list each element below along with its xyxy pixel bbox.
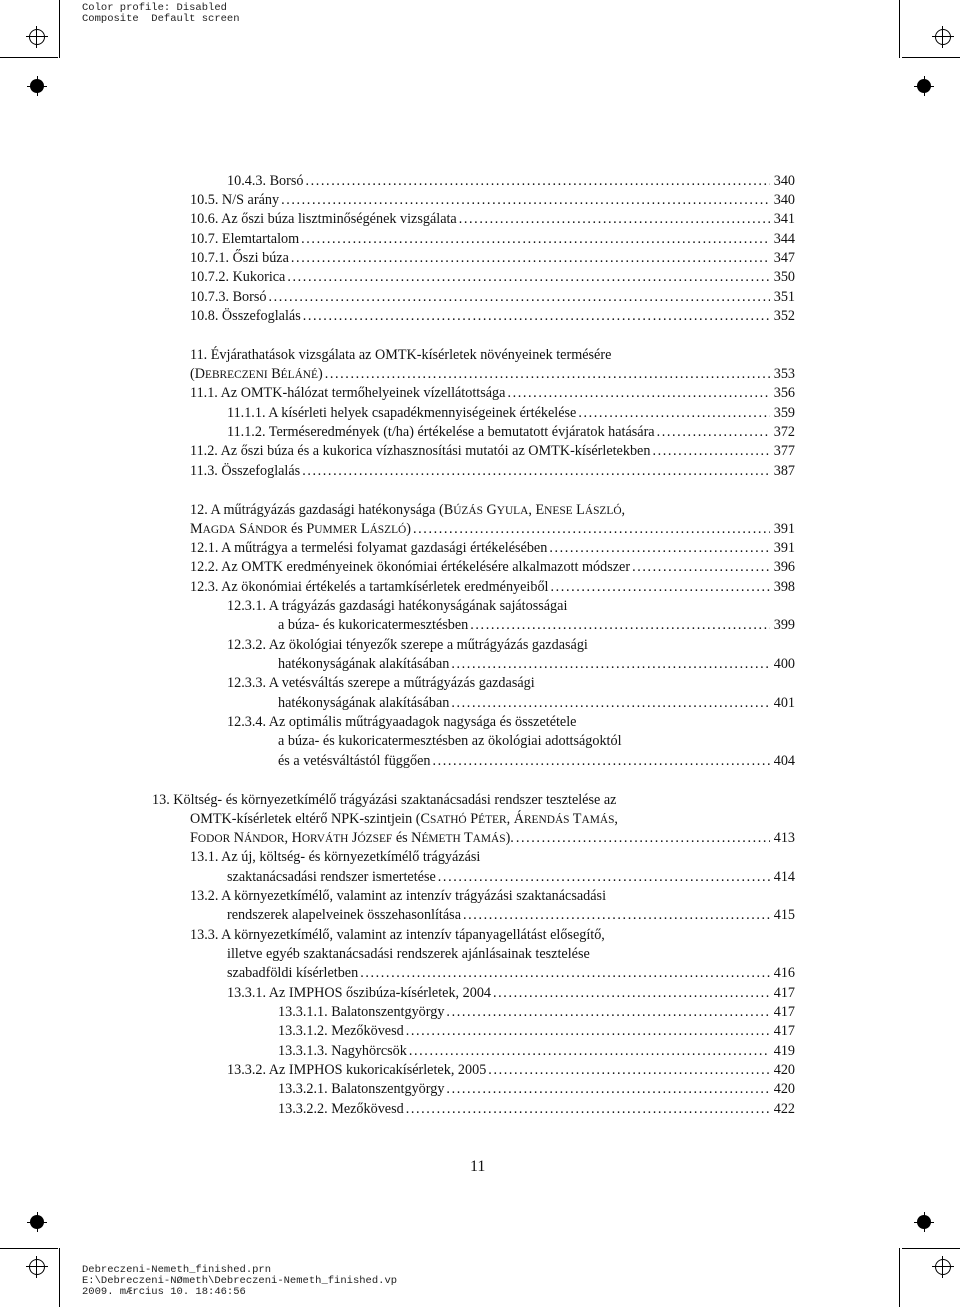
toc-entry — [190, 578, 795, 596]
toc-entry-title: 11.1.1. A kísérleti helyek csapadékmennyiségeinek értékelése — [227, 405, 577, 421]
registration-mark-icon — [26, 1256, 48, 1278]
toc-entry — [190, 462, 795, 480]
toc-entry-title: 13.3.2.2. Mezőkövesd — [278, 1101, 404, 1117]
toc-entry — [190, 365, 795, 383]
toc-entry-title: 10.7.1. Őszi búza — [190, 250, 289, 266]
toc-entry-page: 417 — [773, 1004, 795, 1020]
toc-entry — [278, 694, 795, 712]
toc-entry — [278, 1100, 795, 1118]
toc-entry — [227, 172, 795, 190]
toc-entry — [190, 230, 795, 248]
toc-entry-title: 10.5. N/S arány — [190, 192, 280, 208]
toc-entry — [190, 829, 795, 847]
toc-entry-title: 10.8. Összefoglalás — [190, 308, 301, 324]
toc-entry-page: 400 — [773, 656, 795, 672]
toc-entry-title: 10.4.3. Borsó — [227, 173, 304, 189]
toc-entry-page: 372 — [773, 424, 795, 440]
crop-mark — [59, 0, 60, 58]
toc-entry-title: 13.3.2.1. Balatonszentgyörgy — [278, 1081, 445, 1097]
toc-entry-title: hatékonyságának alakításában — [278, 656, 450, 672]
toc-entry-page: 401 — [773, 695, 795, 711]
toc-entry-title: illetve egyéb szaktanácsadási rendszerek ajánlásainak tesztelése — [227, 946, 590, 962]
toc-entry — [227, 1061, 795, 1079]
toc-entry-title: rendszerek alapelveinek összehasonlítása — [227, 907, 461, 923]
toc-entry-page: 416 — [773, 965, 795, 981]
toc-entry-title: 12.2. Az OMTK eredményeinek ökonómiai értékelésére alkalmazott módszer — [190, 559, 631, 575]
toc-entry — [190, 539, 795, 557]
toc-entry — [278, 1080, 795, 1098]
toc-entry-page: 420 — [773, 1081, 795, 1097]
registration-mark-icon — [26, 26, 48, 48]
toc-entry-title: szaktanácsadási rendszer ismertetése — [227, 869, 436, 885]
toc-entry — [190, 384, 795, 402]
toc-entry-title: 13.3. A környezetkímélő, valamint az intenzív tápanyagellátást elősegítő, — [190, 927, 605, 943]
toc-entry-page: 417 — [773, 985, 795, 1001]
toc-entry-authors: MAGDA SÁNDOR és PUMMER LÁSZLÓ) — [190, 521, 411, 537]
toc-entry — [227, 404, 795, 422]
toc-entry-page: 391 — [773, 521, 795, 537]
toc-entry-title: 10.6. Az őszi búza lisztminőségének vizsgálata — [190, 211, 457, 227]
toc-entry-page: 347 — [773, 250, 795, 266]
print-footer-line: E:\Debreczeni-NØmeth\Debreczeni-Nemeth_finished.vp — [82, 1275, 398, 1287]
toc-entry — [278, 1022, 795, 1040]
registration-mark-icon — [932, 26, 954, 48]
toc-chapter-title: 12. A műtrágyázás gazdasági hatékonysága (BÚZÁS GYULA, ENESE LÁSZLÓ, — [190, 502, 626, 518]
print-footer-line: 2009. mÆrcius 10. 18:46:56 — [82, 1286, 246, 1298]
crop-mark — [902, 1248, 960, 1249]
print-header-line: Color profile: Disabled — [82, 2, 227, 14]
crop-mark — [899, 1248, 900, 1307]
toc-entry-title: 10.7.3. Borsó — [190, 289, 267, 305]
toc-entry-page: 420 — [773, 1062, 795, 1078]
print-footer — [82, 1265, 397, 1298]
toc-entry-title: 12.3.2. Az ökológiai tényezők szerepe a műtrágyázás gazdasági — [227, 637, 588, 653]
registration-dot-icon — [917, 1215, 931, 1229]
toc-entry-page: 350 — [773, 269, 795, 285]
toc-entry — [190, 249, 795, 267]
crop-mark — [0, 57, 58, 58]
toc-entry — [190, 442, 795, 460]
toc-entry — [190, 558, 795, 576]
toc-entry-authors: FODOR NÁNDOR, HORVÁTH JÓZSEF és NÉMETH TAMÁS). — [190, 830, 514, 846]
registration-dot-icon — [917, 79, 931, 93]
toc-entry — [227, 984, 795, 1002]
toc-entry-page: 353 — [773, 366, 795, 382]
toc-entry-page: 404 — [773, 753, 795, 769]
crop-mark — [902, 57, 960, 58]
toc-entry-page: 352 — [773, 308, 795, 324]
toc-entry-page: 341 — [773, 211, 795, 227]
print-header-line: Composite Default screen — [82, 13, 240, 25]
toc-entry — [278, 655, 795, 673]
toc-entry-page: 351 — [773, 289, 795, 305]
toc-entry-page: 422 — [773, 1101, 795, 1117]
toc-entry-title: és a vetésváltástól függően — [278, 753, 431, 769]
toc-entry-title: a búza- és kukoricatermesztésben az ökológiai adottságoktól — [278, 733, 622, 749]
print-header — [82, 3, 240, 25]
toc-entry-page: 391 — [773, 540, 795, 556]
toc-entry-page: 419 — [773, 1043, 795, 1059]
toc-entry-title: 12.1. A műtrágya a termelési folyamat gazdasági értékelésében — [190, 540, 548, 556]
toc-entry-title: 13.3.1. Az IMPHOS őszibúza-kísérletek, 2004 — [227, 985, 492, 1001]
toc-entry-title: 13.3.1.1. Balatonszentgyörgy — [278, 1004, 445, 1020]
toc-entry-page: 413 — [773, 830, 795, 846]
toc-entry-title: 11.2. Az őszi búza és a kukorica vízhasznosítási mutatói az OMTK-kísérletekben — [190, 443, 651, 459]
registration-dot-icon — [30, 79, 44, 93]
toc-entry-title: 12.3.1. A trágyázás gazdasági hatékonyságának sajátosságai — [227, 598, 568, 614]
toc-entry-title: 13.3.1.2. Mezőkövesd — [278, 1023, 404, 1039]
toc-entry-title: 13.3.2. Az IMPHOS kukoricakísérletek, 2005 — [227, 1062, 487, 1078]
toc-entry-title: 11.1. Az OMTK-hálózat termőhelyeinek vízellátottsága — [190, 385, 506, 401]
toc-entry-authors: (DEBRECZENI BÉLÁNÉ) — [190, 366, 323, 382]
toc-entry — [227, 868, 795, 886]
toc-entry-page: 396 — [773, 559, 795, 575]
toc-entry-page: 377 — [773, 443, 795, 459]
toc-entry — [190, 191, 795, 209]
toc-entry-title: 10.7. Elemtartalom — [190, 231, 300, 247]
toc-entry — [190, 210, 795, 228]
crop-mark — [899, 0, 900, 58]
toc-entry — [278, 616, 795, 634]
toc-entry-page: 414 — [773, 869, 795, 885]
toc-chapter-authors: OMTK-kísérletek eltérő NPK-szintjein (CSATHÓ PÉTER, ÁRENDÁS TAMÁS, — [190, 811, 618, 827]
toc-entry-title: 13.3.1.3. Nagyhörcsök — [278, 1043, 407, 1059]
toc-entry-page: 340 — [773, 173, 795, 189]
toc-entry-title: szabadföldi kísérletben — [227, 965, 359, 981]
toc-entry-page: 399 — [773, 617, 795, 633]
toc-entry-title: 10.7.2. Kukorica — [190, 269, 286, 285]
toc-entry — [278, 1042, 795, 1060]
toc-entry — [278, 752, 795, 770]
toc-entry-title: a búza- és kukoricatermesztésben — [278, 617, 469, 633]
toc-entry-title: 13.1. Az új, költség- és környezetkímélő trágyázási — [190, 849, 481, 865]
toc-chapter-title: 13. Költség- és környezetkímélő trágyázási szaktanácsadási rendszer tesztelése az — [152, 792, 617, 808]
toc-entry-page: 415 — [773, 907, 795, 923]
toc-entry-title: 11.3. Összefoglalás — [190, 463, 301, 479]
toc-entry-page: 398 — [773, 579, 795, 595]
toc-entry-page: 417 — [773, 1023, 795, 1039]
toc-entry — [190, 520, 795, 538]
print-footer-line: Debreczeni-Nemeth_finished.prn — [82, 1264, 272, 1276]
toc-chapter-title: 11. Évjárathatások vizsgálata az OMTK-kísérletek növényeinek termésére — [190, 347, 612, 363]
toc-entry — [227, 906, 795, 924]
toc-entry-page: 387 — [773, 463, 795, 479]
toc-entry — [190, 268, 795, 286]
toc-entry-title: 11.1.2. Terméseredmények (t/ha) értékelése a bemutatott évjáratok hatására — [227, 424, 655, 440]
registration-dot-icon — [30, 1215, 44, 1229]
toc-entry — [227, 964, 795, 982]
crop-mark — [0, 1248, 58, 1249]
toc-entry-title: 13.2. A környezetkímélő, valamint az intenzív trágyázási szaktanácsadási — [190, 888, 607, 904]
registration-mark-icon — [932, 1256, 954, 1278]
toc-entry — [227, 423, 795, 441]
toc-entry-page: 356 — [773, 385, 795, 401]
toc-entry-title: 12.3. Az ökonómiai értékelés a tartamkísérletek eredményeiből — [190, 579, 549, 595]
page-number: 11 — [470, 1158, 486, 1175]
toc-entry — [190, 288, 795, 306]
toc-entry-title: hatékonyságának alakításában — [278, 695, 450, 711]
toc-entry — [278, 1003, 795, 1021]
toc-entry-title: 12.3.3. A vetésváltás szerepe a műtrágyázás gazdasági — [227, 675, 535, 691]
toc-entry-page: 359 — [773, 405, 795, 421]
toc-entry — [190, 307, 795, 325]
crop-mark — [59, 1248, 60, 1307]
toc-entry-page: 340 — [773, 192, 795, 208]
toc-entry-title: 12.3.4. Az optimális műtrágyaadagok nagysága és összetétele — [227, 714, 577, 730]
toc-entry-page: 344 — [773, 231, 795, 247]
